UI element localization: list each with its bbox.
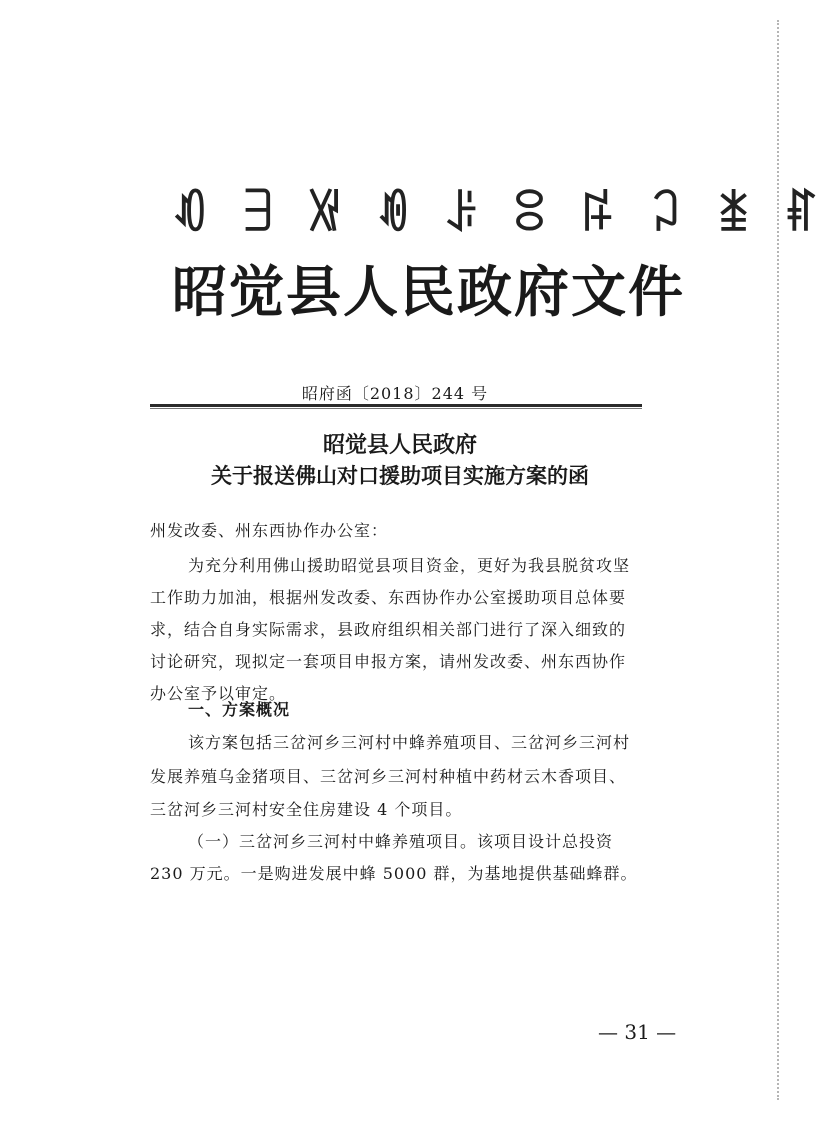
document-number: 昭府函〔2018〕244 号 bbox=[301, 384, 489, 403]
section-heading: 一、方案概况 bbox=[188, 700, 291, 719]
scan-edge-mark bbox=[774, 20, 779, 1100]
government-document-title: 昭觉县人民政府文件 bbox=[172, 260, 686, 324]
paragraph-1-line: 办公室予以审定。 bbox=[150, 684, 287, 703]
page-number: — 31 — bbox=[598, 1020, 677, 1044]
paragraph-3-line: 230 万元。一是购进发展中蜂 5000 群，为基地提供基础蜂群。 bbox=[150, 864, 638, 883]
header-divider bbox=[150, 404, 642, 407]
paragraph-2-line: 三岔河乡三河村安全住房建设 4 个项目。 bbox=[150, 800, 463, 819]
paragraph-1-line: 工作助力加油，根据州发改委、东西协作办公室援助项目总体要 bbox=[150, 588, 627, 607]
heading-line-2: 关于报送佛山对口援助项目实施方案的函 bbox=[211, 464, 589, 488]
paragraph-2-line: 该方案包括三岔河乡三河村中蜂养殖项目、三岔河乡三河村 bbox=[188, 733, 631, 752]
paragraph-1-line: 求，结合自身实际需求，县政府组织相关部门进行了深入细致的 bbox=[150, 620, 627, 639]
paragraph-3-line: （一）三岔河乡三河村中蜂养殖项目。该项目设计总投资 bbox=[188, 832, 614, 851]
addressee: 州发改委、州东西协作办公室： bbox=[150, 521, 389, 540]
paragraph-2-line: 发展养殖乌金猪项目、三岔河乡三河村种植中药材云木香项目、 bbox=[150, 767, 627, 786]
header-divider-thin bbox=[150, 408, 642, 409]
yi-script-title: ꀒ ꎆ ꑟ ꀑ ꌠ ꈯ ꌬ ꃀ ꁧ ꐥ bbox=[172, 187, 828, 241]
paragraph-1-line: 讨论研究，现拟定一套项目申报方案，请州发改委、州东西协作 bbox=[150, 652, 627, 671]
paragraph-1-line: 为充分利用佛山援助昭觉县项目资金，更好为我县脱贫攻坚 bbox=[188, 556, 631, 575]
heading-line-1: 昭觉县人民政府 bbox=[322, 433, 477, 458]
